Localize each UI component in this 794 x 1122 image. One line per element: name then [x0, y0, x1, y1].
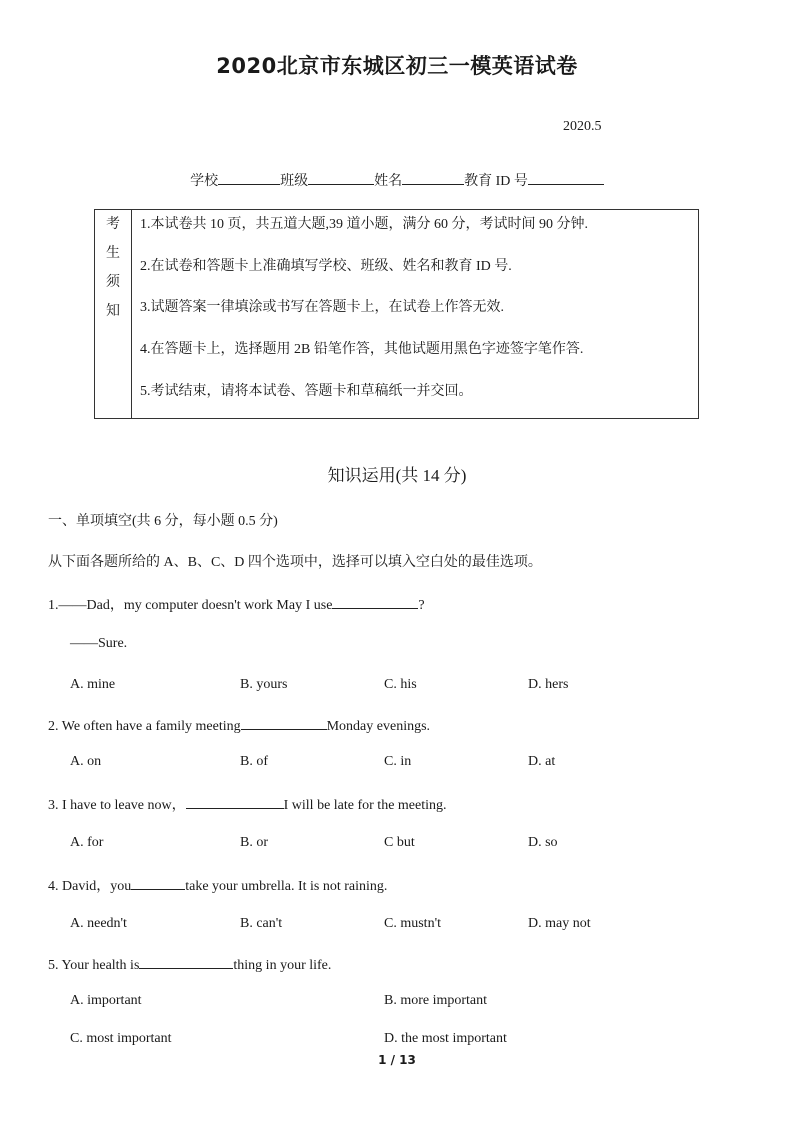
option-d: D. may not: [528, 916, 591, 931]
notice-side-char: 须: [106, 275, 120, 290]
class-blank[interactable]: [308, 170, 374, 185]
question-text: ?: [418, 598, 425, 613]
name-label: 姓名: [374, 174, 403, 189]
option-b: B. yours: [240, 677, 288, 692]
part-instruction: 从下面各题所给的 A、B、C、D 四个选项中，选择可以填入空白处的最佳选项。: [48, 555, 542, 570]
question-text: take your umbrella. It is not raining.: [185, 879, 388, 894]
option-d: D. at: [528, 754, 556, 769]
part-title: 一、单项填空(共 6 分，每小题 0.5 分): [48, 514, 278, 529]
page-indicator: 1 / 13: [378, 1053, 416, 1067]
notice-item: 5.考试结束，请将本试卷、答题卡和草稿纸一并交回。: [140, 384, 473, 399]
option-d: D. hers: [528, 677, 569, 692]
answer-blank: [131, 875, 185, 890]
option-c: C. his: [384, 677, 417, 692]
notice-side-char: 知: [106, 304, 120, 319]
option-a: A. mine: [70, 677, 116, 692]
notice-item: 1.本试卷共 10 页，共五道大题,39 道小题，满分 60 分，考试时间 90 分钟.: [140, 217, 588, 232]
page-title: 2020北京市东城区初三一模英语试卷: [216, 54, 578, 78]
notice-item: 2.在试卷和答题卡上准确填写学校、班级、姓名和教育 ID 号.: [140, 259, 512, 274]
notice-side-char: 生: [106, 246, 120, 261]
option-a: A. important: [70, 993, 142, 1008]
id-label: 教育 ID 号: [464, 174, 528, 189]
answer-blank: [241, 715, 327, 730]
section-title: 知识运用(共 14 分): [327, 466, 467, 485]
answer-blank: [332, 594, 418, 609]
question-text: 1.——Dad，my computer doesn't work May I use: [48, 598, 333, 613]
notice-item: 4.在答题卡上，选择题用 2B 铅笔作答，其他试题用黑色字迹签字笔作答.: [140, 342, 584, 357]
name-blank[interactable]: [402, 170, 464, 185]
school-label: 学校: [190, 174, 219, 189]
option-b: B. or: [240, 835, 268, 850]
notice-item: 3.试题答案一律填涂或书写在答题卡上，在试卷上作答无效.: [140, 300, 504, 315]
notice-side-char: 考: [106, 217, 120, 232]
option-c: C. in: [384, 754, 412, 769]
exam-notice-box: [94, 209, 699, 419]
question-1: [48, 594, 425, 614]
question-text: thing in your life.: [233, 958, 332, 973]
option-a: A. on: [70, 754, 102, 769]
id-blank[interactable]: [528, 170, 604, 185]
question-5: [48, 954, 331, 974]
answer-blank: [139, 954, 233, 969]
option-d: D. so: [528, 835, 558, 850]
question-4: [48, 875, 387, 895]
school-blank[interactable]: [218, 170, 280, 185]
option-a: A. for: [70, 835, 104, 850]
question-2: [48, 715, 430, 735]
question-text: 4. David，you: [48, 879, 132, 894]
option-b: B. can't: [240, 916, 283, 931]
question-text: 5. Your health is: [48, 958, 140, 973]
question-text: 3. I have to leave now，: [48, 798, 186, 813]
question-text: I will be late for the meeting.: [283, 798, 447, 813]
option-c: C but: [384, 835, 415, 850]
option-c: C. mustn't: [384, 916, 441, 931]
question-3: [48, 794, 447, 814]
option-d: D. the most important: [384, 1031, 507, 1046]
question-text: 2. We often have a family meeting: [48, 719, 241, 734]
student-info-line: [0, 170, 794, 190]
option-b: B. of: [240, 754, 268, 769]
class-label: 班级: [280, 174, 309, 189]
exam-date: 2020.5: [563, 119, 602, 134]
option-c: C. most important: [70, 1031, 172, 1046]
notice-side-label: [95, 210, 132, 418]
question-1-reply: ——Sure.: [70, 636, 128, 651]
answer-blank: [186, 794, 284, 809]
option-b: B. more important: [384, 993, 488, 1008]
question-text: Monday evenings.: [326, 719, 431, 734]
option-a: A. needn't: [70, 916, 127, 931]
